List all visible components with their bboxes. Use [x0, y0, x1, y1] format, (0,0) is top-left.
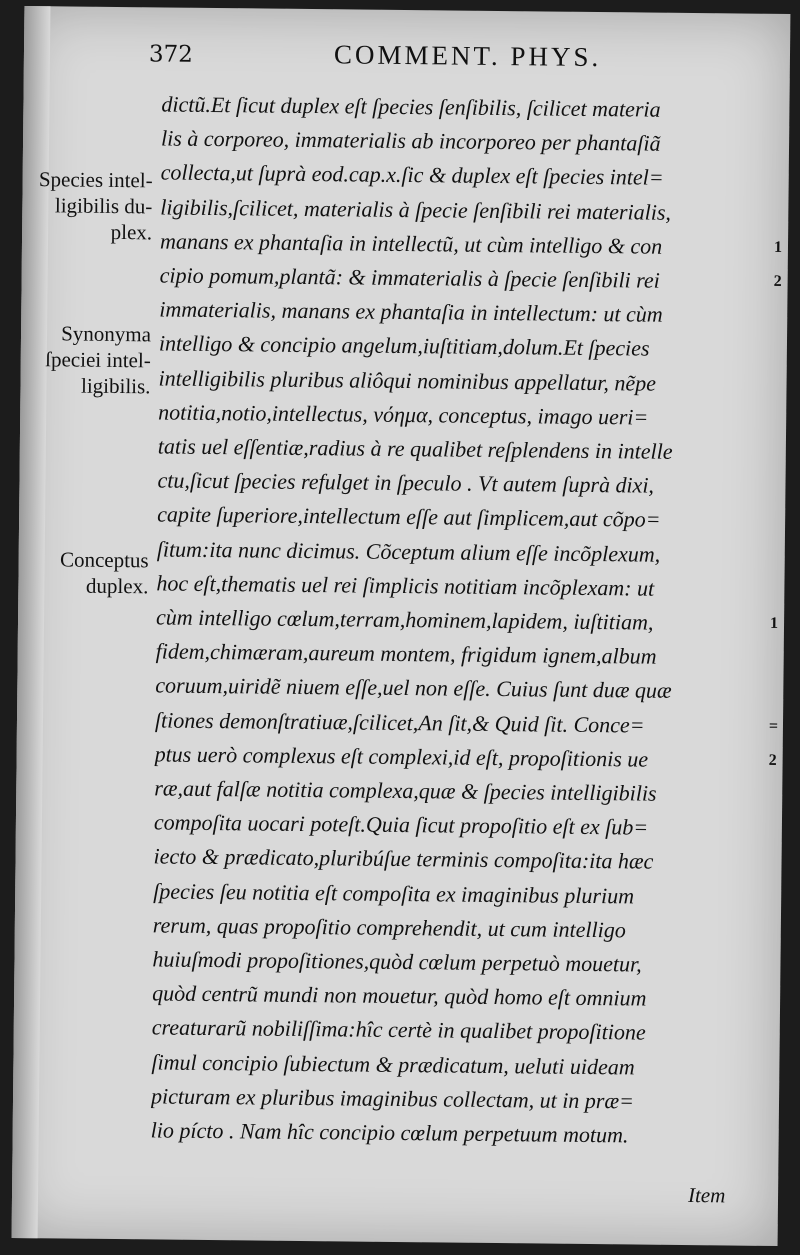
text-line: cùm intelligo cœlum,terram,hominem,lapidem, iuſtitiam, — [155, 604, 654, 635]
text-line: compoſita uocari poteſt.Quia ſicut propoſitio eſt ex ſub= — [153, 809, 649, 840]
text-line: creaturarũ nobiliſſima:hîc certè in qualibet propoſitione — [151, 1014, 646, 1046]
text-line: ſtiones demonſtratiuæ,ſcilicet,An ſit,& Quid ſit. Conce= — [154, 707, 645, 738]
margin-number-mark: 1 — [769, 614, 779, 632]
text-line: hoc eſt,thematis uel rei ſimplicis notitiam incõplexam: ut — [156, 570, 655, 601]
catchword: Item — [687, 1183, 726, 1208]
margin-note-line: ligibilis. — [80, 373, 151, 399]
margin-number-mark: 2 — [768, 751, 777, 769]
margin-number-mark: = — [768, 717, 779, 735]
text-line: rerum, quas propoſitio comprehendit, ut cum intelligo — [152, 912, 626, 943]
margin-note-synonyma — [22, 320, 151, 399]
text-line: tatis uel eſſentiæ,radius à re qualibet reſplendens in intelle — [157, 433, 673, 464]
margin-note-line: Conceptus — [59, 547, 149, 573]
text-line: quòd centrũ mundi non mouetur, quòd homo eſt omnium — [152, 980, 647, 1011]
text-line: lio pícto . Nam hîc concipio cœlum perpetuum motum. — [150, 1117, 629, 1148]
text-line: manans ex phantaſia in intellectũ, ut cùm intelligo & con — [159, 228, 663, 259]
margin-note-line: plex. — [110, 219, 153, 245]
text-line: iecto & prædicato,pluribúſue terminis compoſita:ita hæc — [153, 843, 654, 875]
text-line: immaterialis, manans ex phantaſia in intellectum: ut cùm — [159, 296, 663, 327]
body-text — [151, 87, 774, 1154]
text-line: notitia,notio,intellectus, νόημα, conceptus, imago ueri= — [158, 399, 649, 430]
margin-note-line: duplex. — [85, 573, 149, 599]
text-line: fidem,chimæram,aureum montem, frigidum ignem,album — [155, 638, 657, 669]
margin-note-line: Synonyma — [61, 321, 152, 347]
text-line: ſimul concipio ſubiectum & prædicatum, ueluti uideam — [151, 1049, 635, 1080]
page-header — [24, 36, 790, 84]
text-line: huiuſmodi propoſitiones,quòd cœlum perpetuò mouetur, — [152, 946, 642, 977]
text-line: intelligo & concipio angelum,iuſtitiam,dolum.Et ſpecies — [158, 330, 650, 362]
text-line: ctu,ſicut ſpecies refulget in ſpeculo . Vt autem ſuprà dixi, — [157, 467, 655, 498]
text-line: collecta,ut ſuprà eod.cap.x.ſic & duplex eſt ſpecies intel= — [160, 159, 664, 191]
text-line: dictũ.Et ſicut duplex eſt ſpecies ſenſibilis, ſcilicet materia — [161, 91, 661, 122]
text-line: lis à corporeo, immaterialis ab incorporeo per phantaſiã — [160, 125, 661, 156]
margin-note-line: ligibilis du- — [54, 193, 153, 219]
text-line: picturam ex pluribus imaginibus collectam, ut in præ= — [150, 1083, 635, 1114]
text-line: ſpecies ſeu notitia eſt compoſita ex imaginibus plurium — [153, 878, 635, 909]
margin-note-species-duplex — [24, 166, 153, 245]
text-line: coruum,uiridẽ niuem eſſe,uel non eſſe. Cuius ſunt duæ quæ — [155, 672, 672, 704]
margin-note-line: ſpeciei intel- — [45, 347, 151, 373]
margin-note-conceptus-duplex — [20, 546, 149, 599]
text-line: ræ,aut falſæ notitia complexa,quæ & ſpecies intelligibilis — [154, 775, 657, 806]
text-line: capite ſuperiore,intellectum eſſe aut ſimplicem,aut cõpo= — [157, 501, 661, 533]
margin-note-line: Species intel- — [38, 167, 153, 193]
margin-number-mark: 2 — [773, 272, 782, 290]
text-line: ligibilis,ſcilicet, materialis à ſpecie ſenſibili rei materialis, — [160, 194, 672, 225]
text-line: cipio pomum,plantã: & immaterialis à ſpecie ſenſibili rei — [159, 262, 661, 293]
book-page — [12, 6, 791, 1246]
page-number: 372 — [148, 41, 194, 68]
text-line: intelligibilis pluribus aliôqui nominibus appellatur, nẽpe — [158, 365, 657, 396]
running-head: COMMENT. PHYS. — [333, 39, 602, 73]
text-line: ſitum:ita nunc dicimus. Cõceptum alium eſſe incõplexum, — [156, 536, 661, 567]
text-line: ptus uerò complexus eſt complexi,id eſt, propoſitionis ue — [154, 741, 649, 772]
margin-number-mark: 1 — [773, 238, 783, 256]
